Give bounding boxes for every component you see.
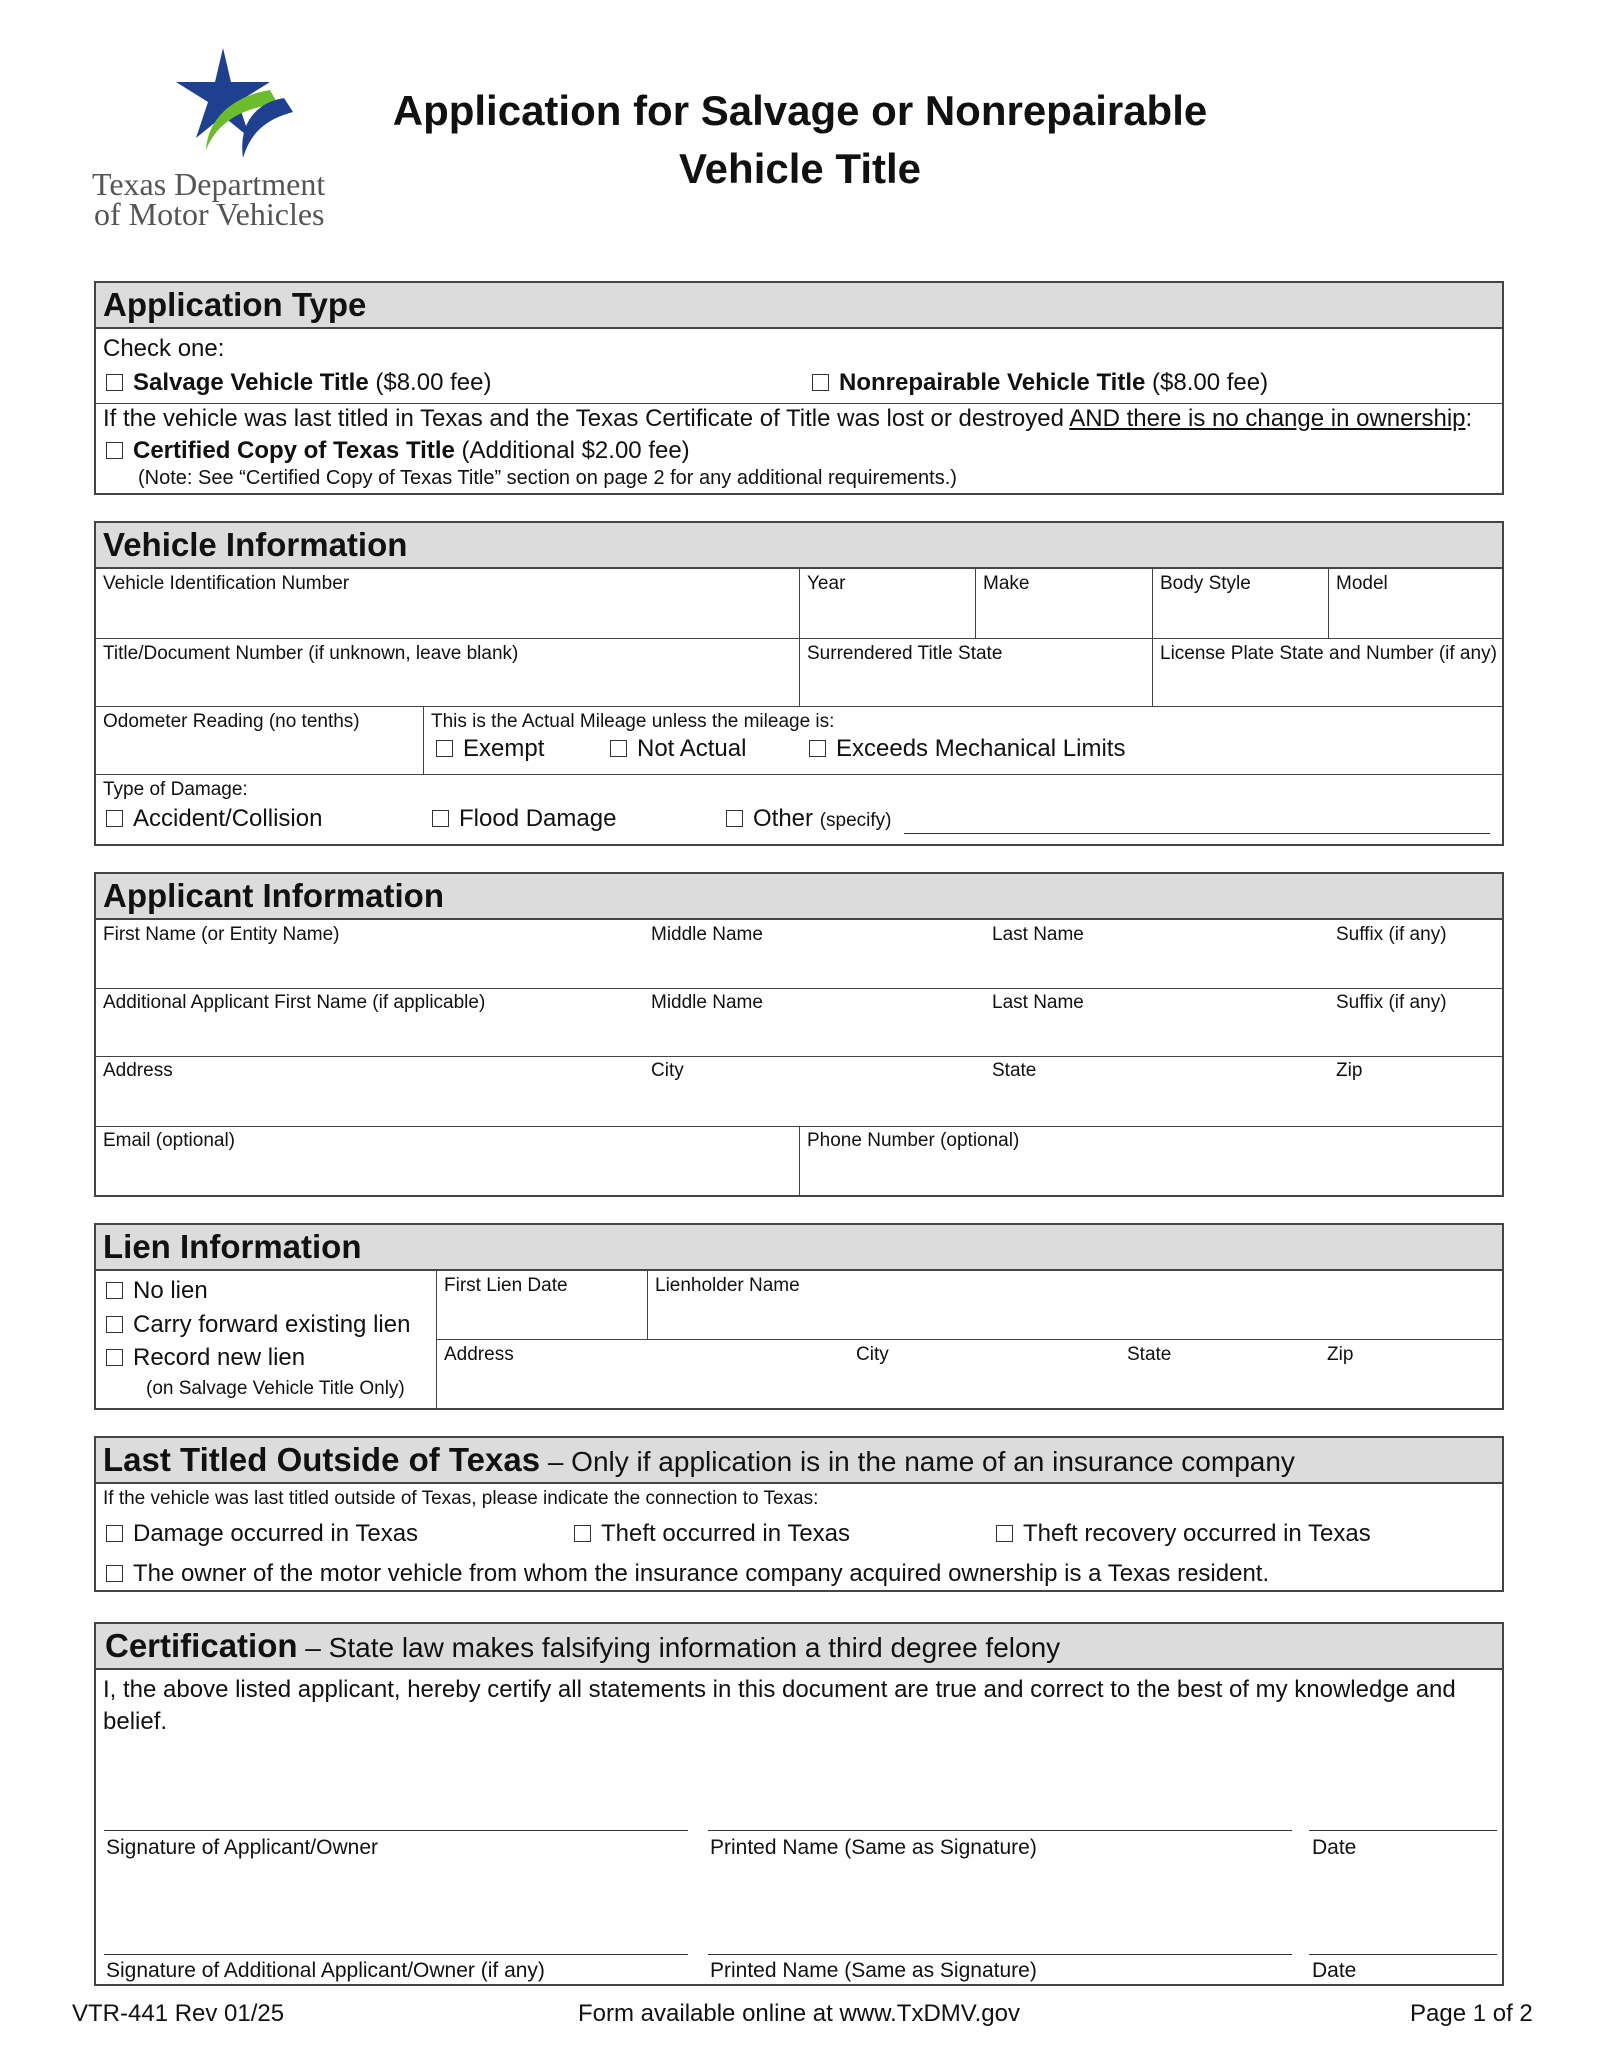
flood-checkbox[interactable] xyxy=(432,810,449,827)
no-lien-option[interactable] xyxy=(106,1277,208,1305)
damage-texas-checkbox[interactable] xyxy=(106,1525,123,1542)
applicant-row-2 xyxy=(96,988,1502,1057)
outside-texas-intro: If the vehicle was last titled outside of Texas, please indicate the connection to Texas: xyxy=(103,1488,819,1509)
resident-label: The owner of the motor vehicle from whom the insurance company acquired ownership is a Texas resident. xyxy=(133,1560,1270,1587)
signature-label-2: Signature of Additional Applicant/Owner (if any) xyxy=(106,1959,545,1982)
application-type-heading: Application Type xyxy=(96,283,1502,329)
form-number: VTR-441 Rev 01/25 xyxy=(72,2000,285,2027)
lost-note-suffix: : xyxy=(1465,405,1473,432)
make-field[interactable] xyxy=(976,569,1153,639)
damage-cell xyxy=(96,775,1502,844)
lost-title-note xyxy=(103,405,1472,433)
salvage-label: Salvage Vehicle Title xyxy=(133,369,369,396)
accident-option[interactable] xyxy=(106,805,322,833)
vin-field[interactable] xyxy=(96,569,800,639)
theft-texas-option[interactable] xyxy=(574,1520,850,1548)
theft-texas-label: Theft occurred in Texas xyxy=(601,1520,851,1547)
exceeds-label: Exceeds Mechanical Limits xyxy=(836,735,1126,762)
address-field[interactable]: Address xyxy=(103,1060,173,1081)
lienholder-name-label: Lienholder Name xyxy=(655,1275,800,1296)
zip-field[interactable]: Zip xyxy=(1336,1060,1363,1081)
body-style-field[interactable] xyxy=(1153,569,1329,639)
carry-forward-checkbox[interactable] xyxy=(106,1316,123,1333)
plate-label: License Plate State and Number (if any) xyxy=(1160,643,1497,664)
vin-label: Vehicle Identification Number xyxy=(103,573,350,594)
signature-line-2[interactable] xyxy=(104,1954,688,1955)
add-first-name-field[interactable]: Additional Applicant First Name (if applicable) xyxy=(103,992,486,1013)
vehicle-information-section xyxy=(94,521,1504,846)
recovery-texas-option[interactable] xyxy=(996,1520,1371,1548)
lien-information-section xyxy=(94,1223,1504,1410)
recovery-texas-label: Theft recovery occurred in Texas xyxy=(1023,1520,1371,1547)
damage-texas-option[interactable] xyxy=(106,1520,418,1548)
title-number-label: Title/Document Number (if unknown, leave blank) xyxy=(103,643,519,664)
certified-label: Certified Copy of Texas Title xyxy=(133,437,455,464)
phone-field[interactable] xyxy=(800,1126,1502,1195)
add-middle-name-field[interactable]: Middle Name xyxy=(651,992,763,1013)
lien-state-field[interactable]: State xyxy=(1127,1344,1172,1365)
mileage-cell xyxy=(424,707,1502,775)
signature-line-1[interactable] xyxy=(104,1830,688,1831)
lienholder-address-row xyxy=(436,1340,1502,1408)
lien-information-heading: Lien Information xyxy=(96,1225,1502,1271)
add-last-name-field[interactable]: Last Name xyxy=(992,992,1084,1013)
email-label: Email (optional) xyxy=(103,1130,235,1151)
applicant-information-heading: Applicant Information xyxy=(96,874,1502,920)
applicant-row-1 xyxy=(96,920,1502,989)
nonrepairable-label: Nonrepairable Vehicle Title xyxy=(839,369,1146,396)
lien-address-field[interactable]: Address xyxy=(444,1344,514,1365)
certification-title: Certification xyxy=(105,1627,298,1664)
add-suffix-field[interactable]: Suffix (if any) xyxy=(1336,992,1447,1013)
record-new-note: (on Salvage Vehicle Title Only) xyxy=(146,1378,405,1399)
certification-heading xyxy=(96,1624,1502,1670)
make-label: Make xyxy=(983,573,1030,594)
surrendered-state-field[interactable] xyxy=(800,639,1153,707)
resident-checkbox[interactable] xyxy=(106,1565,123,1582)
damage-texas-label: Damage occurred in Texas xyxy=(133,1520,419,1547)
date-label-2: Date xyxy=(1312,1959,1357,1982)
certification-subtitle: – State law makes falsifying information a third degree felony xyxy=(297,1632,1061,1663)
middle-name-field[interactable]: Middle Name xyxy=(651,924,763,945)
no-lien-checkbox[interactable] xyxy=(106,1282,123,1299)
star-swoosh-icon xyxy=(88,40,368,170)
mileage-note: This is the Actual Mileage unless the mileage is: xyxy=(431,711,835,732)
check-one-label: Check one: xyxy=(103,335,225,362)
phone-label: Phone Number (optional) xyxy=(807,1130,1020,1151)
printed-name-line-2[interactable] xyxy=(708,1954,1292,1955)
odometer-field[interactable] xyxy=(96,707,424,775)
title-number-field[interactable] xyxy=(96,639,800,707)
theft-texas-checkbox[interactable] xyxy=(574,1525,591,1542)
date-label-1: Date xyxy=(1312,1836,1357,1859)
lost-note-prefix: If the vehicle was last titled in Texas and the Texas Certificate of Title was lost or destroyed xyxy=(103,405,1070,432)
salvage-fee: ($8.00 fee) xyxy=(375,369,492,396)
exceeds-option[interactable] xyxy=(809,735,1125,763)
no-lien-label: No lien xyxy=(133,1277,208,1304)
record-new-option[interactable] xyxy=(106,1344,305,1372)
certified-checkbox[interactable] xyxy=(106,442,123,459)
certification-statement xyxy=(103,1674,1456,1738)
first-name-field[interactable]: First Name (or Entity Name) xyxy=(103,924,340,945)
not-actual-option[interactable] xyxy=(610,735,746,763)
outside-texas-section xyxy=(94,1436,1504,1592)
printed-name-line-1[interactable] xyxy=(708,1830,1292,1831)
lost-note-underlined: AND there is no change in ownership xyxy=(1069,405,1466,432)
body-style-label: Body Style xyxy=(1160,573,1251,594)
printed-name-label-2: Printed Name (Same as Signature) xyxy=(710,1959,1037,1982)
lienholder-name-field[interactable] xyxy=(648,1271,1502,1340)
model-field[interactable] xyxy=(1329,569,1502,639)
applicant-information-section xyxy=(94,872,1504,1197)
other-checkbox[interactable] xyxy=(726,810,743,827)
surrendered-state-label: Surrendered Title State xyxy=(807,643,1003,664)
application-type-section xyxy=(94,281,1504,495)
year-field[interactable] xyxy=(800,569,976,639)
accident-label: Accident/Collision xyxy=(133,805,323,832)
specify-label: (specify) xyxy=(819,810,892,831)
salvage-checkbox[interactable] xyxy=(106,374,123,391)
flood-label: Flood Damage xyxy=(459,805,617,832)
exceeds-checkbox[interactable] xyxy=(809,740,826,757)
signature-label-1: Signature of Applicant/Owner xyxy=(106,1836,378,1859)
record-new-label: Record new lien xyxy=(133,1344,306,1371)
page-title xyxy=(340,82,1260,198)
date-line-1[interactable] xyxy=(1309,1830,1497,1831)
nonrepairable-checkbox[interactable] xyxy=(812,374,829,391)
last-name-field[interactable]: Last Name xyxy=(992,924,1084,945)
title-line2: Vehicle Title xyxy=(678,145,921,192)
printed-name-label-1: Printed Name (Same as Signature) xyxy=(710,1836,1037,1859)
lien-city-field[interactable]: City xyxy=(856,1344,889,1365)
outside-texas-heading xyxy=(96,1438,1502,1484)
certified-option[interactable] xyxy=(106,437,690,465)
certified-fee: (Additional $2.00 fee) xyxy=(461,437,690,464)
salvage-option[interactable] xyxy=(106,369,491,397)
odometer-label: Odometer Reading (no tenths) xyxy=(103,711,360,732)
page-number: Page 1 of 2 xyxy=(1410,2000,1533,2027)
carry-forward-label: Carry forward existing lien xyxy=(133,1311,411,1338)
flood-option[interactable] xyxy=(432,805,616,833)
online-link[interactable]: Form available online at www.TxDMV.gov xyxy=(578,2000,1020,2027)
date-line-2[interactable] xyxy=(1309,1954,1497,1955)
txdmv-logo xyxy=(88,40,368,240)
applicant-row-3 xyxy=(96,1056,1502,1127)
statement-line1: I, the above listed applicant, hereby certify all statements in this document are true and correct to the best of my knowledge and xyxy=(103,1676,1456,1703)
damage-type-label: Type of Damage: xyxy=(103,779,248,800)
not-actual-label: Not Actual xyxy=(637,735,747,762)
state-field[interactable]: State xyxy=(992,1060,1037,1081)
lien-zip-field[interactable]: Zip xyxy=(1327,1344,1354,1365)
first-lien-date-field[interactable] xyxy=(436,1271,648,1340)
nonrepairable-option[interactable] xyxy=(812,369,1268,397)
nonrepairable-fee: ($8.00 fee) xyxy=(1152,369,1269,396)
statement-line2: belief. xyxy=(103,1708,168,1735)
certification-section xyxy=(94,1622,1504,1986)
model-label: Model xyxy=(1336,573,1388,594)
logo-line1: Texas Department xyxy=(92,166,326,202)
resident-option[interactable] xyxy=(106,1560,1269,1588)
exempt-label: Exempt xyxy=(463,735,545,762)
first-lien-date-label: First Lien Date xyxy=(444,1275,568,1296)
record-new-checkbox[interactable] xyxy=(106,1349,123,1366)
other-label: Other xyxy=(753,805,814,832)
plate-field[interactable] xyxy=(1153,639,1502,707)
outside-texas-subtitle: – Only if application is in the name of an insurance company xyxy=(540,1446,1295,1477)
vehicle-information-heading: Vehicle Information xyxy=(96,523,1502,569)
suffix-field[interactable]: Suffix (if any) xyxy=(1336,924,1447,945)
not-actual-checkbox[interactable] xyxy=(610,740,627,757)
other-option[interactable] xyxy=(726,805,892,833)
email-field[interactable] xyxy=(96,1126,800,1195)
certified-note: (Note: See “Certified Copy of Texas Title” section on page 2 for any additional requirements.) xyxy=(138,467,957,489)
exempt-option[interactable] xyxy=(436,735,544,763)
outside-texas-title: Last Titled Outside of Texas xyxy=(103,1441,541,1478)
title-line1: Application for Salvage or Nonrepairable xyxy=(392,87,1208,134)
city-field[interactable]: City xyxy=(651,1060,684,1081)
logo-line2: of Motor Vehicles xyxy=(94,196,325,232)
recovery-texas-checkbox[interactable] xyxy=(996,1525,1013,1542)
accident-checkbox[interactable] xyxy=(106,810,123,827)
other-specify-line[interactable] xyxy=(904,833,1490,834)
exempt-checkbox[interactable] xyxy=(436,740,453,757)
carry-forward-option[interactable] xyxy=(106,1311,410,1339)
year-label: Year xyxy=(807,573,846,594)
